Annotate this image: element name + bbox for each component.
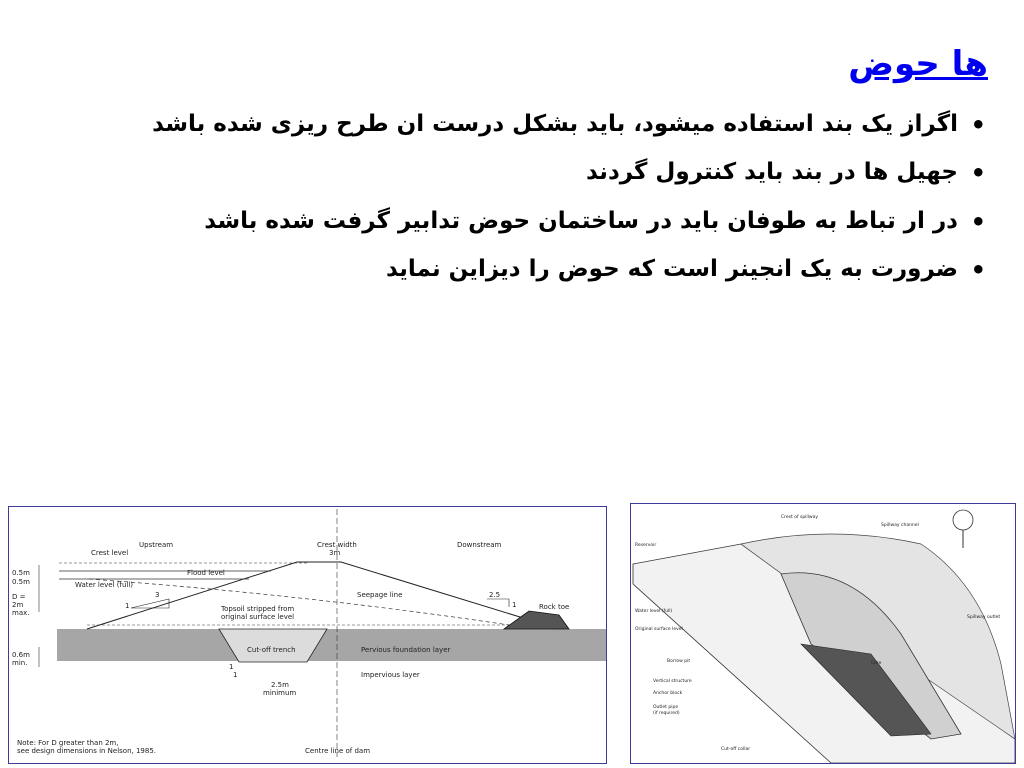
label-dim-05-a: 0.5m [12, 569, 30, 577]
dam-perspective-diagram [630, 503, 1016, 764]
label-anchor-block: Anchor block [653, 691, 683, 696]
seepage-line [89, 579, 509, 625]
label-vertical-structure: Vertical structure [653, 679, 692, 684]
label-spillway-channel: Spillway channel [881, 523, 919, 528]
downstream-slope-marker [487, 599, 509, 607]
label-note-1: Note: For D greater than 2m, [17, 739, 119, 747]
bullet-item-2: • جهیل ها در بند باید کنترول گردند [48, 156, 988, 189]
label-d-line-2: 2m [12, 601, 24, 609]
pervious-foundation-band [57, 629, 606, 661]
label-note-2: see design dimensions in Nelson, 1985. [17, 747, 157, 755]
label-water-level: Water level (full) [75, 581, 134, 589]
bullet-item-1: • اگراز یک بند استفاده میشود، باید بشکل درست ان طرح ریزی شده باشد [48, 108, 988, 141]
bullet-list [48, 108, 988, 301]
label-crest-width-value: 3m [329, 549, 341, 557]
label-spillway-outlet: Spillway outlet [967, 615, 1001, 620]
label-d-line-1: D = [12, 593, 26, 601]
label-pervious-layer: Pervious foundation layer [361, 646, 451, 654]
slide-title: ها حوض [848, 44, 988, 84]
label-rock-toe: Rock toe [539, 603, 570, 611]
label-d-line-3: max. [12, 609, 30, 617]
label-dim-06-1: 0.6m [12, 651, 30, 659]
label-reservoir: Reservoir [635, 543, 657, 548]
label-trench-width-2: minimum [263, 689, 297, 697]
label-topsoil-1: Topsoil stripped from [221, 605, 295, 613]
label-cutoff-collar: Cut-off collar [721, 747, 751, 752]
dam-section-svg [9, 507, 606, 763]
dam-cross-section-diagram [8, 506, 607, 764]
label-flood-level: Flood level [187, 569, 225, 577]
label-impervious-layer: Impervious layer [361, 671, 420, 679]
upstream-slope-marker [131, 599, 169, 608]
label-borrow-pit: Borrow pit [667, 659, 691, 664]
label-seepage-line: Seepage line [357, 591, 403, 599]
label-original-surface: Original surface level [635, 627, 683, 632]
bullet-item-3: • در ار تباط به طوفان باید در ساختمان حوض تدابیر گرفت شده باشد [48, 205, 988, 238]
label-slope-up-rise: 1 [125, 602, 130, 610]
label-crest-spillway: Crest of spillway [781, 515, 819, 520]
label-slope-down-run: 2.5 [489, 591, 501, 599]
label-outlet-pipe-2: (if required) [653, 711, 680, 716]
label-dim-05-b: 0.5m [12, 578, 30, 586]
label-dim-06-2: min. [12, 659, 28, 667]
rock-toe-shape [504, 611, 569, 629]
label-outlet-pipe-1: Outlet pipe [653, 705, 679, 710]
label-crest-level: Crest level [91, 549, 129, 557]
label-trench-width-1: 2.5m [271, 681, 289, 689]
bullet-item-4: • ضرورت به یک انجینر است که حوض را دیزاین نماید [48, 253, 988, 286]
label-trench-slope-1: 1 [229, 663, 234, 671]
label-upstream: Upstream [139, 541, 174, 549]
label-cutoff-trench: Cut-off trench [247, 646, 296, 654]
label-slope-down-rise: 1 [512, 601, 517, 609]
label-centre-line: Centre line of dam [305, 747, 371, 755]
label-core: Core [871, 661, 882, 666]
tree-icon [953, 510, 973, 530]
label-downstream: Downstream [457, 541, 502, 549]
label-topsoil-2: original surface level [221, 613, 295, 621]
label-slope-up-run: 3 [155, 591, 160, 599]
label-crest-width: Crest width [317, 541, 357, 549]
label-water-level: Water level (full) [635, 609, 673, 614]
label-trench-slope-2: 1 [233, 671, 238, 679]
dam-perspective-svg [631, 504, 1015, 763]
